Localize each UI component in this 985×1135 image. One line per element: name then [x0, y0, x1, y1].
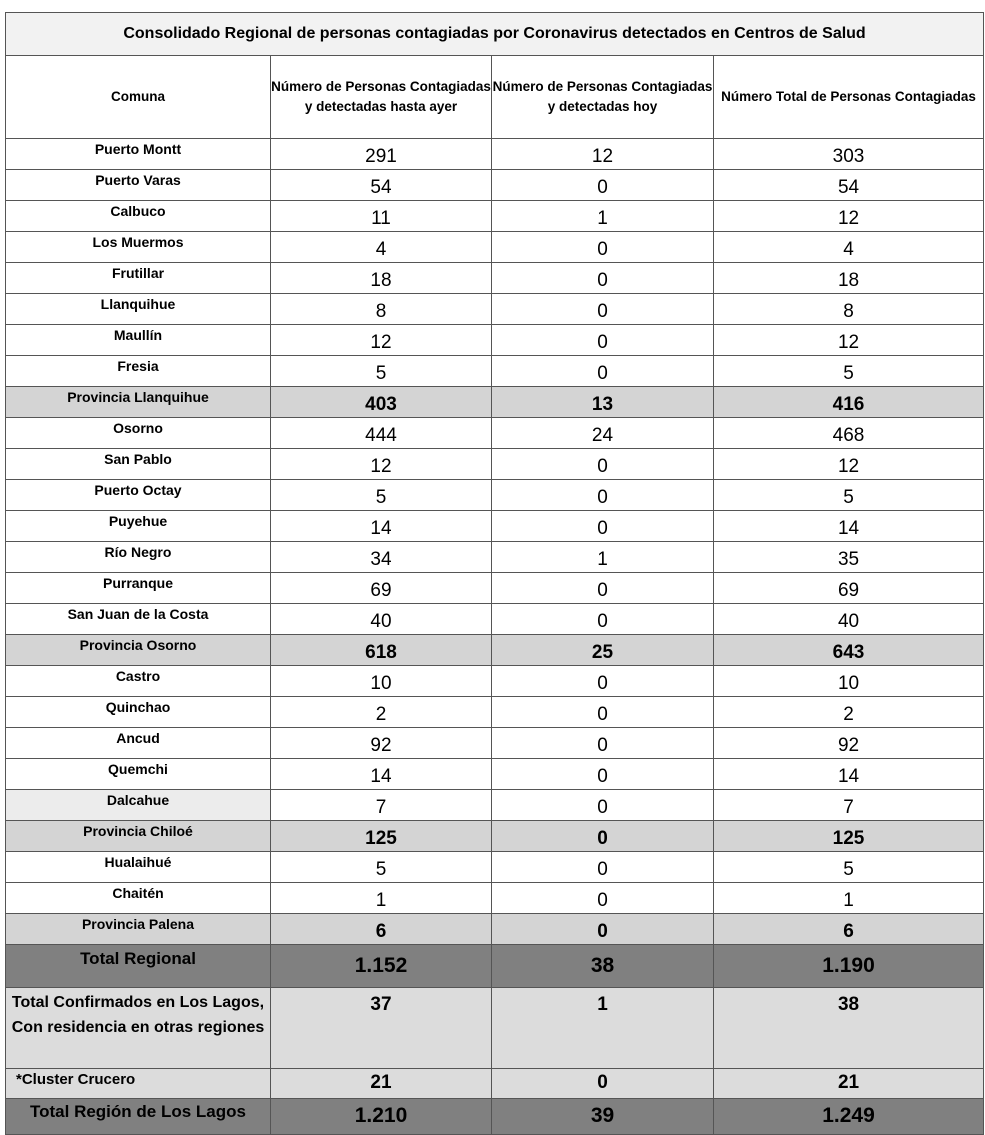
- total-cell: 12: [714, 325, 984, 356]
- comuna-cell: Total Regional: [6, 945, 271, 988]
- table-row: [6, 232, 984, 263]
- hoy-cell: 0: [492, 325, 714, 356]
- comuna-cell: Provincia Llanquihue: [6, 387, 271, 418]
- total-cell: 1: [714, 883, 984, 914]
- table-row: [6, 542, 984, 573]
- comuna-cell: San Juan de la Costa: [6, 604, 271, 635]
- table-row: [6, 697, 984, 728]
- total-cell: 6: [714, 914, 984, 945]
- hoy-cell: 0: [492, 852, 714, 883]
- total-cell: 8: [714, 294, 984, 325]
- title-row: [6, 13, 984, 56]
- comuna-cell: Hualaihué: [6, 852, 271, 883]
- table-row: [6, 325, 984, 356]
- hoy-cell: 0: [492, 790, 714, 821]
- table-row: [6, 294, 984, 325]
- total-cell: 4: [714, 232, 984, 263]
- province-subtotal-row: [6, 635, 984, 666]
- comuna-cell: Purranque: [6, 573, 271, 604]
- total-cell: 38: [714, 988, 984, 1069]
- table-row: [6, 883, 984, 914]
- ayer-cell: 1.210: [271, 1099, 492, 1135]
- hoy-cell: 0: [492, 263, 714, 294]
- comuna-cell: Total Región de Los Lagos: [6, 1099, 271, 1135]
- table-title: Consolidado Regional de personas contagiadas por Coronavirus detectados en Centros de Salud: [6, 13, 984, 56]
- comuna-cell: Dalcahue: [6, 790, 271, 821]
- hoy-cell: 0: [492, 821, 714, 852]
- ayer-cell: 7: [271, 790, 492, 821]
- header-total-contagiados: Número Total de Personas Contagiadas: [714, 56, 984, 139]
- table-row: [6, 666, 984, 697]
- ayer-cell: 12: [271, 449, 492, 480]
- otras-regiones-row: [6, 988, 984, 1069]
- comuna-cell: Puerto Varas: [6, 170, 271, 201]
- table-row: [6, 139, 984, 170]
- comuna-cell: San Pablo: [6, 449, 271, 480]
- ayer-cell: 403: [271, 387, 492, 418]
- total-cell: 5: [714, 480, 984, 511]
- comuna-cell: Quemchi: [6, 759, 271, 790]
- ayer-cell: 1: [271, 883, 492, 914]
- total-cell: 10: [714, 666, 984, 697]
- total-cell: 14: [714, 759, 984, 790]
- ayer-cell: 21: [271, 1069, 492, 1099]
- comuna-cell: Provincia Palena: [6, 914, 271, 945]
- total-cell: 21: [714, 1069, 984, 1099]
- hoy-cell: 24: [492, 418, 714, 449]
- table-row: [6, 201, 984, 232]
- ayer-cell: 10: [271, 666, 492, 697]
- total-cell: 40: [714, 604, 984, 635]
- header-row: [6, 56, 984, 139]
- total-cell: 303: [714, 139, 984, 170]
- total-cell: 468: [714, 418, 984, 449]
- table-row: [6, 852, 984, 883]
- comuna-cell: Puyehue: [6, 511, 271, 542]
- hoy-cell: 25: [492, 635, 714, 666]
- table-row: [6, 759, 984, 790]
- ayer-cell: 40: [271, 604, 492, 635]
- ayer-cell: 14: [271, 511, 492, 542]
- province-subtotal-row: [6, 914, 984, 945]
- hoy-cell: 39: [492, 1099, 714, 1135]
- comuna-cell: Los Muermos: [6, 232, 271, 263]
- table-row: [6, 573, 984, 604]
- hoy-cell: 0: [492, 759, 714, 790]
- ayer-cell: 54: [271, 170, 492, 201]
- hoy-cell: 0: [492, 728, 714, 759]
- comuna-cell: Provincia Osorno: [6, 635, 271, 666]
- table-row: [6, 790, 984, 821]
- hoy-cell: 0: [492, 449, 714, 480]
- comuna-cell: Frutillar: [6, 263, 271, 294]
- table-row: [6, 356, 984, 387]
- hoy-cell: 0: [492, 294, 714, 325]
- hoy-cell: 0: [492, 697, 714, 728]
- ayer-cell: 92: [271, 728, 492, 759]
- total-cell: 12: [714, 449, 984, 480]
- table-row: [6, 170, 984, 201]
- hoy-cell: 1: [492, 988, 714, 1069]
- table-row: [6, 263, 984, 294]
- comuna-cell: Puerto Montt: [6, 139, 271, 170]
- cluster-crucero-row: [6, 1069, 984, 1099]
- comuna-cell: Río Negro: [6, 542, 271, 573]
- total-cell: 18: [714, 263, 984, 294]
- ayer-cell: 618: [271, 635, 492, 666]
- total-cell: 35: [714, 542, 984, 573]
- hoy-cell: 38: [492, 945, 714, 988]
- hoy-cell: 0: [492, 356, 714, 387]
- comuna-cell: Quinchao: [6, 697, 271, 728]
- total-region-row: [6, 1099, 984, 1135]
- ayer-cell: 5: [271, 356, 492, 387]
- table-row: [6, 449, 984, 480]
- hoy-cell: 1: [492, 542, 714, 573]
- comuna-cell: Total Confirmados en Los Lagos, Con residencia en otras regiones: [6, 988, 271, 1069]
- hoy-cell: 0: [492, 666, 714, 697]
- total-cell: 54: [714, 170, 984, 201]
- total-cell: 416: [714, 387, 984, 418]
- comuna-cell: Osorno: [6, 418, 271, 449]
- total-cell: 92: [714, 728, 984, 759]
- covid-consolidated-table: [5, 12, 984, 1135]
- ayer-cell: 11: [271, 201, 492, 232]
- hoy-cell: 0: [492, 511, 714, 542]
- hoy-cell: 0: [492, 1069, 714, 1099]
- total-cell: 7: [714, 790, 984, 821]
- ayer-cell: 4: [271, 232, 492, 263]
- comuna-cell: Fresia: [6, 356, 271, 387]
- ayer-cell: 34: [271, 542, 492, 573]
- hoy-cell: 0: [492, 170, 714, 201]
- ayer-cell: 37: [271, 988, 492, 1069]
- table-row: [6, 728, 984, 759]
- ayer-cell: 1.152: [271, 945, 492, 988]
- hoy-cell: 0: [492, 232, 714, 263]
- table-row: [6, 511, 984, 542]
- total-cell: 5: [714, 852, 984, 883]
- province-subtotal-row: [6, 387, 984, 418]
- comuna-cell: Chaitén: [6, 883, 271, 914]
- province-subtotal-row: [6, 821, 984, 852]
- ayer-cell: 18: [271, 263, 492, 294]
- hoy-cell: 12: [492, 139, 714, 170]
- ayer-cell: 444: [271, 418, 492, 449]
- comuna-cell: Provincia Chiloé: [6, 821, 271, 852]
- hoy-cell: 0: [492, 480, 714, 511]
- ayer-cell: 291: [271, 139, 492, 170]
- header-contagiados-ayer: Número de Personas Contagiadas y detectadas hasta ayer: [271, 56, 492, 139]
- ayer-cell: 2: [271, 697, 492, 728]
- ayer-cell: 125: [271, 821, 492, 852]
- ayer-cell: 69: [271, 573, 492, 604]
- ayer-cell: 14: [271, 759, 492, 790]
- hoy-cell: 1: [492, 201, 714, 232]
- hoy-cell: 0: [492, 604, 714, 635]
- comuna-cell: Llanquihue: [6, 294, 271, 325]
- comuna-cell: *Cluster Crucero: [6, 1069, 271, 1099]
- table-row: [6, 418, 984, 449]
- ayer-cell: 6: [271, 914, 492, 945]
- ayer-cell: 8: [271, 294, 492, 325]
- comuna-cell: Puerto Octay: [6, 480, 271, 511]
- total-regional-row: [6, 945, 984, 988]
- header-contagiados-hoy: Número de Personas Contagiadas y detectadas hoy: [492, 56, 714, 139]
- comuna-cell: Calbuco: [6, 201, 271, 232]
- table-row: [6, 480, 984, 511]
- hoy-cell: 0: [492, 883, 714, 914]
- total-cell: 2: [714, 697, 984, 728]
- ayer-cell: 5: [271, 480, 492, 511]
- comuna-cell: Maullín: [6, 325, 271, 356]
- table-row: [6, 604, 984, 635]
- total-cell: 14: [714, 511, 984, 542]
- total-cell: 69: [714, 573, 984, 604]
- ayer-cell: 5: [271, 852, 492, 883]
- total-cell: 1.249: [714, 1099, 984, 1135]
- header-comuna: Comuna: [6, 56, 271, 139]
- total-cell: 1.190: [714, 945, 984, 988]
- total-cell: 12: [714, 201, 984, 232]
- hoy-cell: 0: [492, 573, 714, 604]
- ayer-cell: 12: [271, 325, 492, 356]
- total-cell: 5: [714, 356, 984, 387]
- comuna-cell: Ancud: [6, 728, 271, 759]
- comuna-cell: Castro: [6, 666, 271, 697]
- hoy-cell: 0: [492, 914, 714, 945]
- hoy-cell: 13: [492, 387, 714, 418]
- total-cell: 643: [714, 635, 984, 666]
- total-cell: 125: [714, 821, 984, 852]
